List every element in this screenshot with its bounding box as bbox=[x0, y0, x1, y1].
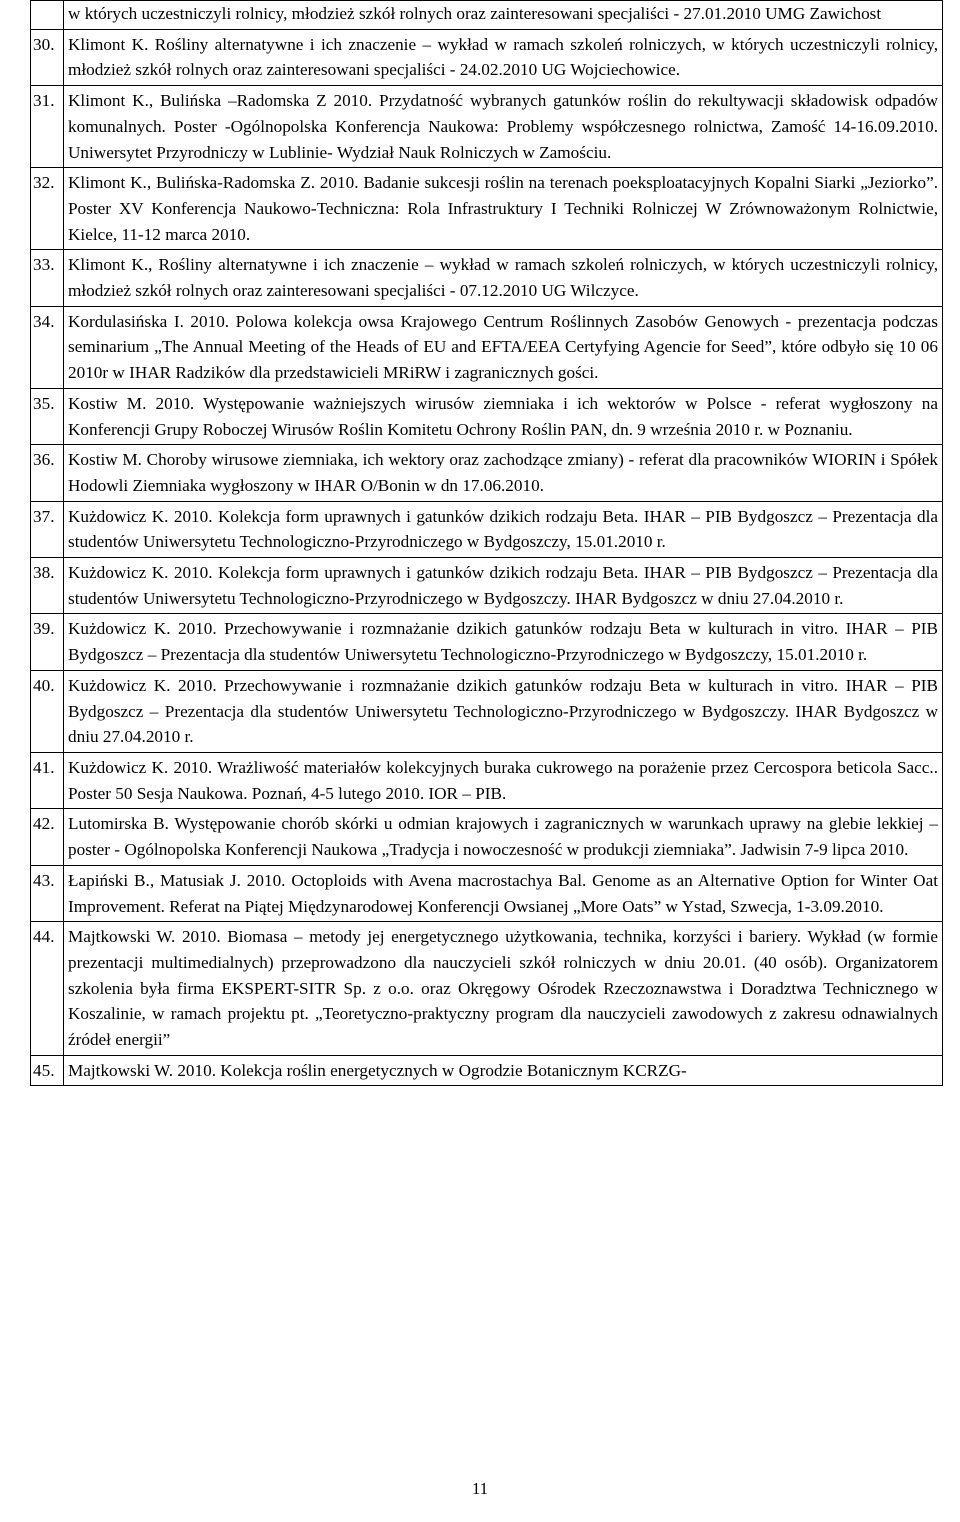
table-row bbox=[31, 614, 943, 670]
entry-text: Kordulasińska I. 2010. Polowa kolekcja owsa Krajowego Centrum Roślinnych Zasobów Genowych - prezentacja podczas seminarium „The Annual Meeting of the Heads of EU and EFTA/EEA Certyfying Agencie for Seed”, które odbyło się 10 06 2010r w IHAR Radzików dla przedstawicieli MRiRW i zagranicznych gości. bbox=[64, 306, 943, 388]
entry-number: 44. bbox=[31, 922, 64, 1056]
entry-text: Kużdowicz K. 2010. Wrażliwość materiałów kolekcyjnych buraka cukrowego na porażenie przez Cercospora beticola Sacc.. Poster 50 Sesja Naukowa. Poznań, 4-5 lutego 2010. IOR – PIB. bbox=[64, 752, 943, 808]
table-row bbox=[31, 250, 943, 306]
table-row bbox=[31, 752, 943, 808]
entry-text: Kużdowicz K. 2010. Kolekcja form uprawnych i gatunków dzikich rodzaju Beta. IHAR – PIB Bydgoszcz – Prezentacja dla studentów Uniwersytetu Technologiczno-Przyrodniczego w Bydgoszczy. IHAR Bydgoszcz w dniu 27.04.2010 r. bbox=[64, 558, 943, 614]
entry-number: 40. bbox=[31, 670, 64, 752]
table-row bbox=[31, 922, 943, 1056]
table-row bbox=[31, 388, 943, 444]
entry-text: Kostiw M. 2010. Występowanie ważniejszych wirusów ziemniaka i ich wektorów w Polsce - referat wygłoszony na Konferencji Grupy Roboczej Wirusów Roślin Komitetu Ochrony Roślin PAN, dn. 9 września 2010 r. w Poznaniu. bbox=[64, 388, 943, 444]
table-row bbox=[31, 306, 943, 388]
table-row bbox=[31, 445, 943, 501]
entry-text: Majtkowski W. 2010. Biomasa – metody jej energetycznego użytkowania, technika, korzyści i bariery. Wykład (w formie prezentacji multimedialnych) przeprowadzono dla nauczycieli szkół rolniczych w dniu 20.01. (40 osób). Organizatorem szkolenia była firma EKSPERT-SITR Sp. z o.o. oraz Okręgowy Ośrodek Rzeczoznawstwa i Doradztwa Technicznego w Koszalinie, w ramach projektu pt. „Teoretyczno-praktyczny program dla nauczycieli zawodowych z zakresu odnawialnych źródeł energii” bbox=[64, 922, 943, 1056]
entry-text: Kużdowicz K. 2010. Przechowywanie i rozmnażanie dzikich gatunków rodzaju Beta w kulturach in vitro. IHAR – PIB Bydgoszcz – Prezentacja dla studentów Uniwersytetu Technologiczno-Przyrodniczego w Bydgoszczy. IHAR Bydgoszcz w dniu 27.04.2010 r. bbox=[64, 670, 943, 752]
table-row bbox=[31, 865, 943, 921]
entry-number: 31. bbox=[31, 86, 64, 168]
entry-number: 32. bbox=[31, 168, 64, 250]
entry-text: Lutomirska B. Występowanie chorób skórki u odmian krajowych i zagranicznych w warunkach uprawy na glebie lekkiej – poster - Ogólnopolska Konferencji Naukowa „Tradycja i nowoczesność w produkcji ziemniaka”. Jadwisin 7-9 lipca 2010. bbox=[64, 809, 943, 865]
entry-number: 30. bbox=[31, 29, 64, 85]
table-row bbox=[31, 168, 943, 250]
entry-text: Klimont K. Rośliny alternatywne i ich znaczenie – wykład w ramach szkoleń rolniczych, w których uczestniczyli rolnicy, młodzież szkół rolnych oraz zainteresowani specjaliści - 24.02.2010 UG Wojciechowice. bbox=[64, 29, 943, 85]
entry-text: w których uczestniczyli rolnicy, młodzież szkół rolnych oraz zainteresowani specjaliści - 27.01.2010 UMG Zawichost bbox=[64, 1, 943, 30]
table-row bbox=[31, 501, 943, 557]
entry-number: 34. bbox=[31, 306, 64, 388]
table-row bbox=[31, 86, 943, 168]
entry-text: Klimont K., Rośliny alternatywne i ich znaczenie – wykład w ramach szkoleń rolniczych, w których uczestniczyli rolnicy, młodzież szkół rolnych oraz zainteresowani specjaliści - 07.12.2010 UG Wilczyce. bbox=[64, 250, 943, 306]
entry-number: 45. bbox=[31, 1055, 64, 1086]
entry-number: 41. bbox=[31, 752, 64, 808]
entry-number: 39. bbox=[31, 614, 64, 670]
entry-text: Klimont K., Bulińska –Radomska Z 2010. Przydatność wybranych gatunków roślin do rekultywacji składowisk odpadów komunalnych. Poster -Ogólnopolska Konferencja Naukowa: Problemy współczesnego rolnictwa, Zamość 14-16.09.2010. Uniwersytet Przyrodniczy w Lublinie- Wydział Nauk Rolniczych w Zamościu. bbox=[64, 86, 943, 168]
entry-text: Kużdowicz K. 2010. Przechowywanie i rozmnażanie dzikich gatunków rodzaju Beta w kulturach in vitro. IHAR – PIB Bydgoszcz – Prezentacja dla studentów Uniwersytetu Technologiczno-Przyrodniczego w Bydgoszczy, 15.01.2010 r. bbox=[64, 614, 943, 670]
table-row bbox=[31, 1055, 943, 1086]
table-row bbox=[31, 558, 943, 614]
entry-number bbox=[31, 1, 64, 30]
entry-number: 42. bbox=[31, 809, 64, 865]
table-row bbox=[31, 670, 943, 752]
table-row bbox=[31, 1, 943, 30]
entry-number: 35. bbox=[31, 388, 64, 444]
entry-text: Majtkowski W. 2010. Kolekcja roślin energetycznych w Ogrodzie Botanicznym KCRZG- bbox=[64, 1055, 943, 1086]
references-table-body bbox=[31, 1, 943, 1086]
entry-number: 43. bbox=[31, 865, 64, 921]
entry-text: Kostiw M. Choroby wirusowe ziemniaka, ich wektory oraz zachodzące zmiany) - referat dla pracowników WIORIN i Spółek Hodowli Ziemniaka wygłoszony w IHAR O/Bonin w dn 17.06.2010. bbox=[64, 445, 943, 501]
references-table bbox=[30, 0, 943, 1086]
entry-number: 37. bbox=[31, 501, 64, 557]
entry-number: 33. bbox=[31, 250, 64, 306]
table-row bbox=[31, 809, 943, 865]
table-row bbox=[31, 29, 943, 85]
entry-number: 38. bbox=[31, 558, 64, 614]
entry-text: Łapiński B., Matusiak J. 2010. Octoploids with Avena macrostachya Bal. Genome as an Alternative Option for Winter Oat Improvement. Referat na Piątej Międzynarodowej Konferencji Owsianej „More Oats” w Ystad, Szwecja, 1-3.09.2010. bbox=[64, 865, 943, 921]
entry-text: Klimont K., Bulińska-Radomska Z. 2010. Badanie sukcesji roślin na terenach poeksploatacyjnych Kopalni Siarki „Jeziorko”. Poster XV Konferencja Naukowo-Techniczna: Rola Infrastruktury I Techniki Rolniczej W Zrównoważonym Rolnictwie, Kielce, 11-12 marca 2010. bbox=[64, 168, 943, 250]
entry-number: 36. bbox=[31, 445, 64, 501]
page-number: 11 bbox=[471, 1479, 489, 1498]
entry-text: Kużdowicz K. 2010. Kolekcja form uprawnych i gatunków dzikich rodzaju Beta. IHAR – PIB Bydgoszcz – Prezentacja dla studentów Uniwersytetu Technologiczno-Przyrodniczego w Bydgoszczy, 15.01.2010 r. bbox=[64, 501, 943, 557]
